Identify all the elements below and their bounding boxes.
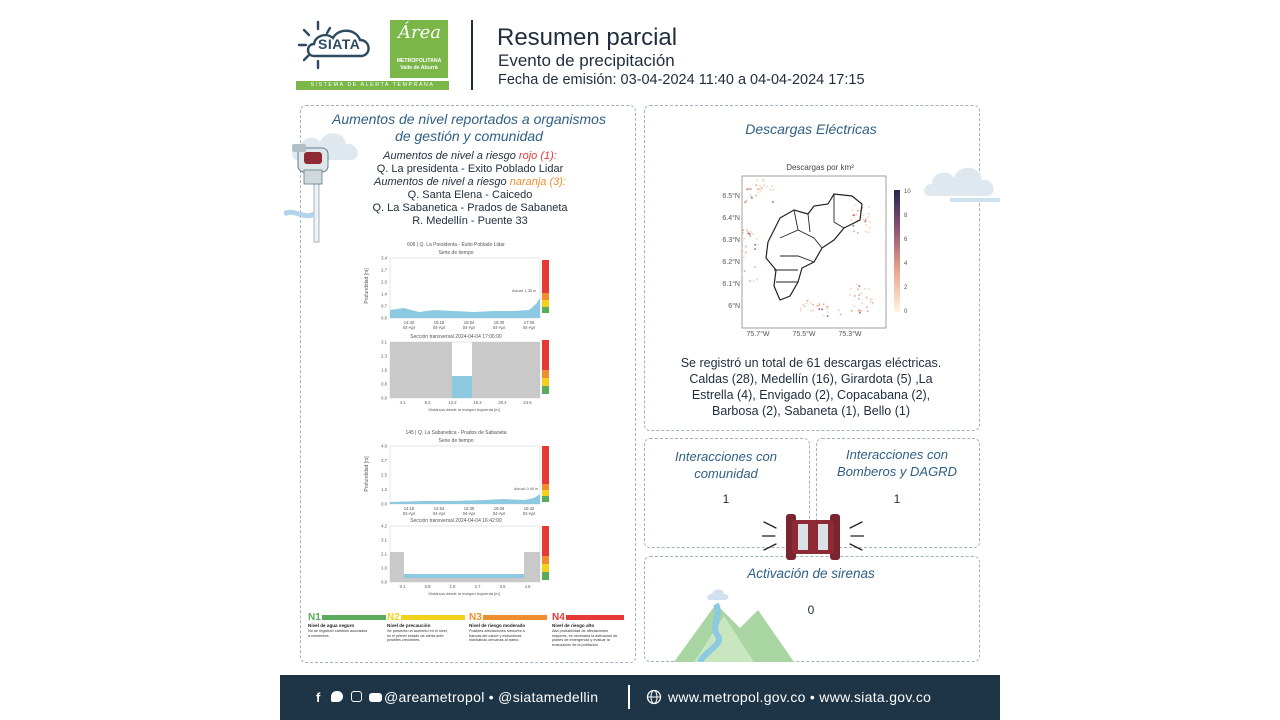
strike-dot (857, 210, 859, 212)
station-1-section-water (452, 376, 472, 398)
strike-dot (865, 219, 867, 221)
strike-dot (745, 252, 747, 254)
station-1-section-level-n4 (542, 340, 549, 370)
bulletin (280, 0, 1000, 720)
area-logo-script: Área (398, 22, 441, 43)
red-item-0: Q. La presidenta - Exito Poblado Lidar (376, 163, 564, 175)
colorbar-tick-label: 4 (904, 261, 908, 267)
station-1-section-level-n3 (542, 370, 549, 378)
y-tick-label: 3.4 (381, 255, 387, 261)
strike-dot (866, 297, 868, 299)
red-level-prefix: Aumentos de nivel a riesgo (383, 150, 519, 162)
strike-dot (741, 247, 743, 249)
strike-dot (741, 273, 743, 275)
strike-dot (763, 184, 765, 186)
siata-wordmark: SIATA (318, 36, 361, 52)
x-tick-label: 15:18 04-Apr (432, 320, 446, 330)
strike-dot (861, 292, 863, 294)
strike-dot (743, 257, 745, 259)
strike-dot (753, 280, 755, 282)
strike-dot (854, 305, 856, 307)
strike-dot (744, 270, 746, 272)
latitude-label: 6.4°N (722, 215, 740, 222)
strike-dot (744, 238, 746, 240)
strike-dot (750, 189, 752, 191)
station-1-ylabel: Profundidad [m] (364, 268, 370, 304)
station-2-section-level-n1 (542, 572, 549, 580)
strike-dot (747, 189, 749, 191)
firefighters-heading-line2: Bomberos y DAGRD (837, 464, 957, 479)
orange-level-word: naranja (3): (509, 176, 566, 188)
section-x-tick-label: 4.5 (524, 584, 531, 589)
station-2-title: 145 | Q. La Sabanetica - Prados de Sabaneta (405, 430, 507, 436)
strike-dot (866, 307, 868, 309)
strike-dot (800, 310, 802, 312)
station-2-series-area (390, 494, 540, 504)
firefighters-heading-line1: Interacciones con (846, 447, 948, 462)
strike-dot (869, 221, 871, 223)
strike-dot (819, 304, 821, 306)
station-1-section-level-n2 (542, 378, 549, 386)
section-x-tick-label: 1.8 (449, 584, 456, 589)
strike-dot (751, 197, 753, 199)
strike-dot (741, 250, 743, 252)
strike-dot (766, 186, 768, 188)
strike-dot (850, 288, 852, 290)
strike-dot (862, 215, 864, 217)
y-tick-label: 4.2 (381, 523, 387, 529)
strike-dot (869, 227, 871, 229)
strike-dot (773, 189, 775, 191)
section-x-tick-label: 4.1 (399, 400, 406, 405)
community-heading-line2: comunidad (694, 466, 758, 481)
y-tick-label: 1.6 (381, 367, 387, 373)
section-x-tick-label: 16.3 (473, 400, 482, 405)
strike-dot (800, 308, 802, 310)
strike-dot (810, 310, 812, 312)
strike-dot (864, 288, 866, 290)
legend-n3-code: N3 (469, 612, 482, 623)
strike-dot (749, 233, 751, 235)
strike-dot (757, 179, 759, 181)
strike-dot (853, 231, 855, 233)
y-tick-label: 2.7 (381, 267, 387, 273)
strike-dot (757, 188, 759, 190)
level-legend (308, 612, 628, 658)
x-tick-label: 15:54 04-Apr (462, 320, 476, 330)
strike-dot (857, 232, 859, 234)
station-2-section-level-n4 (542, 526, 549, 556)
levels-heading-line1: Aumentos de nivel reportados a organismos (332, 111, 606, 127)
strike-dot (838, 310, 840, 312)
siren-icon (762, 508, 864, 566)
page-subtitle: Evento de precipitación (498, 51, 675, 70)
strike-dot (826, 308, 828, 310)
strike-dot (805, 305, 807, 307)
station-2-series-label: Serie de tiempo (438, 438, 474, 444)
section-x-tick-label: 3.6 (499, 584, 506, 589)
station-2-section-frame (390, 526, 540, 582)
orange-level-line (320, 176, 620, 188)
strike-dot (867, 216, 869, 218)
legend-n3-desc: Posibles afectaciones menores a bancas del cauce y estructuras hidráulicas cercanas al tramo. (469, 629, 525, 643)
station-2-level-n4 (542, 446, 549, 484)
strike-dot (856, 214, 858, 216)
station-2-section-level-n2 (542, 564, 549, 572)
station-1-level-n4 (542, 260, 549, 293)
station-1-level-n1 (542, 307, 549, 313)
station-1-section-xlabel: Distancia desde la margen izquierda [m] (428, 407, 500, 412)
page-title: Resumen parcial (497, 24, 678, 51)
strike-dot (760, 190, 762, 192)
colorbar-tick-label: 2 (904, 285, 908, 291)
station-1-section-title: Sección transversal 2024-04-04 17:06:00 (410, 334, 502, 340)
twitter-icon[interactable] (331, 691, 343, 702)
facebook-icon[interactable]: f (316, 690, 321, 705)
station-1-series-area (390, 298, 540, 318)
strike-dot (849, 294, 851, 296)
legend-n1-name: Nivel de agua seguro (308, 623, 355, 628)
levels-heading-line2: de gestión y comunidad (395, 128, 543, 144)
station-2-level-n3 (542, 484, 549, 490)
y-tick-label: 0.0 (381, 395, 387, 401)
mountain-river-decoration (674, 586, 794, 662)
strike-dot (851, 219, 853, 221)
station-1-actual: Actual: 1.35 m (512, 289, 537, 293)
latitude-label: 6.3°N (722, 237, 740, 244)
siata-tagline: SISTEMA DE ALERTA TEMPRANA (310, 82, 435, 88)
strike-dot (772, 185, 774, 187)
strike-dot (761, 187, 763, 189)
station-1-level-n2 (542, 300, 549, 307)
strike-dot (865, 221, 867, 223)
strike-dot (823, 303, 825, 305)
strike-dot (868, 206, 870, 208)
colorbar-tick-label: 6 (904, 237, 908, 243)
strike-dot (827, 311, 829, 313)
strike-dot (749, 280, 751, 282)
legend-n4-code: N4 (552, 612, 565, 623)
x-tick-label: 15:30 04-Apr (462, 506, 476, 516)
legend-n1-code: N1 (308, 612, 321, 623)
legend-n1-desc: No se registran cambios asociados a crecientes. (308, 629, 368, 638)
y-tick-label: 2.3 (381, 353, 387, 359)
legend-n4-name: Nivel de riesgo alto (552, 623, 595, 628)
red-level-line (320, 150, 620, 162)
y-tick-label: 0.0 (381, 315, 387, 321)
strike-dot (763, 179, 765, 181)
station-1-chart (364, 238, 570, 414)
station-2-ylabel: Profundidad [m] (364, 456, 370, 492)
instagram-icon[interactable] (351, 691, 362, 702)
strike-dot (758, 188, 760, 190)
station-2-actual: Actual: 0.40 m (514, 487, 539, 491)
community-heading-line1: Interacciones con (675, 449, 777, 464)
strike-dot (807, 300, 809, 302)
y-tick-label: 2.5 (381, 472, 387, 478)
x-tick-label: 14:18 04-Apr (402, 506, 416, 516)
strike-dot (858, 298, 860, 300)
station-2-section-water (404, 574, 524, 578)
lightning-summary-line4: Barbosa (2), Sabaneta (1), Bello (1) (711, 404, 911, 418)
firefighters-value: 1 (893, 492, 901, 506)
strike-dot (749, 236, 751, 238)
lightning-summary-line3: Estrella (4), Envigado (2), Copacabana (2), (691, 388, 931, 402)
section-x-tick-label: 24.5 (523, 400, 532, 405)
y-tick-label: 0.0 (381, 501, 387, 507)
strike-dot (752, 233, 754, 235)
station-1-title: 606 | Q. La Presidenta - Exito Poblado Lidar (407, 242, 505, 248)
station-2-level-n1 (542, 496, 549, 502)
strike-dot (756, 279, 758, 281)
area-logo-line2: Valle de Aburrá (400, 65, 438, 71)
legend-n2-name: Nivel de precaución (387, 623, 431, 628)
strike-dot (749, 188, 751, 190)
y-tick-label: 4.9 (381, 443, 387, 449)
legend-n4-desc: Alta probabilidad de afectaciones mayores, es necesaria la activación de planes de emergencia y evaluar la evacuación de la población. (552, 629, 618, 647)
strike-dot (867, 310, 869, 312)
strike-dot (856, 284, 858, 286)
social-handles[interactable]: @areametropol • @siatamedellin (384, 689, 599, 705)
lightning-heading: Descargas Eléctricas (745, 121, 877, 137)
x-tick-label: 16:06 04-Apr (492, 506, 506, 516)
strike-dot (772, 201, 774, 203)
station-2-plot-frame (390, 446, 540, 504)
strike-dot (871, 298, 873, 300)
latitude-label: 6°N (728, 303, 740, 310)
strike-dot (818, 308, 820, 310)
x-tick-label: 16:42 04-Apr (522, 506, 536, 516)
strike-dot (870, 301, 872, 303)
strike-dot (851, 310, 853, 312)
legend-n2-desc: Se presenta un aumento en el nivel, es el primer estado de alerta ante posibles crecientes. (387, 629, 448, 643)
y-tick-label: 1.4 (381, 291, 387, 297)
strike-dot (802, 304, 804, 306)
colorbar-tick-label: 8 (904, 213, 908, 219)
section-x-tick-label: 8.2 (424, 400, 431, 405)
strike-dot (858, 310, 860, 312)
strike-dot (854, 295, 856, 297)
strike-dot (855, 205, 857, 207)
strike-dot (759, 186, 761, 188)
section-x-tick-label: 0.8 (424, 584, 431, 589)
strike-dot (812, 310, 814, 312)
strike-dot (825, 306, 827, 308)
y-tick-label: 1.0 (381, 565, 387, 571)
section-x-tick-label: 2.7 (474, 584, 481, 589)
area-logo-line1: METROPOLITANA (396, 58, 442, 64)
y-tick-label: 3.7 (381, 458, 387, 463)
strike-dot (859, 312, 861, 314)
strike-dot (750, 195, 752, 197)
strike-dot (853, 214, 855, 216)
y-tick-label: 0.0 (381, 579, 387, 585)
longitude-label: 75.5°W (792, 331, 816, 338)
station-1-series-label: Serie de tiempo (438, 250, 474, 256)
y-tick-label: 0.7 (381, 303, 387, 309)
strike-dot (868, 231, 870, 233)
strike-dot (868, 213, 870, 215)
orange-level-prefix: Aumentos de nivel a riesgo (373, 176, 510, 188)
legend-n3-name: Nivel de riesgo moderado (469, 623, 526, 628)
strike-dot (821, 308, 823, 310)
section-x-tick-label: 0.1 (399, 584, 406, 589)
x-tick-label: 14:42 04-Apr (402, 320, 416, 330)
lightning-map-title: Descargas por km² (786, 163, 854, 172)
strike-dot (756, 238, 758, 240)
station-2-chart (364, 426, 570, 602)
legend-n2-code: N2 (387, 612, 400, 623)
strike-dot (743, 229, 745, 231)
strike-dot (757, 244, 759, 246)
strike-dot (872, 303, 874, 305)
strike-dot (743, 232, 745, 234)
strike-dot (758, 192, 760, 194)
strike-dot (750, 232, 752, 234)
strike-dot (819, 303, 821, 305)
globe-icon (646, 689, 662, 705)
y-tick-label: 2.0 (381, 279, 387, 285)
header-divider (471, 20, 473, 90)
strike-dot (754, 244, 756, 246)
orange-item-2: R. Medellín - Puente 33 (412, 215, 528, 227)
station-2-section-xlabel: Distancia desde la margen izquierda [m] (428, 591, 500, 596)
strike-dot (859, 285, 861, 287)
orange-item-1: Q. La Sabanetica - Prados de Sabaneta (372, 202, 568, 214)
strike-dot (755, 195, 757, 197)
y-tick-label: 0.8 (381, 381, 387, 387)
latitude-label: 6.1°N (722, 281, 740, 288)
y-tick-label: 3.1 (381, 537, 387, 543)
strike-dot (823, 315, 825, 317)
footer-divider (628, 685, 630, 709)
x-tick-label: 14:54 04-Apr (432, 506, 446, 516)
strike-dot (853, 225, 855, 227)
red-level-word: rojo (1): (518, 150, 557, 162)
legend-n4-bar (566, 615, 624, 620)
strike-dot (868, 288, 870, 290)
x-tick-label: 16:30 04-Apr (492, 320, 506, 330)
lightning-colorbar (894, 190, 900, 312)
colorbar-tick-label: 0 (904, 309, 908, 315)
footer-bar (280, 675, 1000, 720)
strike-dot (754, 248, 756, 250)
strike-dot (812, 304, 814, 306)
strike-dot (840, 314, 842, 316)
strike-dot (748, 233, 750, 235)
legend-n2-bar (401, 615, 465, 620)
strike-dot (745, 201, 747, 203)
x-tick-label: 17:06 04-Apr (522, 320, 536, 330)
legend-n3-bar (483, 615, 547, 620)
strike-dot (861, 303, 863, 305)
strike-dot (754, 266, 756, 268)
lightning-summary-line2: Caldas (28), Medellín (16), Girardota (5) ,La (689, 372, 933, 386)
social-icons (316, 689, 382, 705)
sirens-heading: Activación de sirenas (747, 566, 875, 581)
strike-dot (859, 294, 861, 296)
station-2-level-n2 (542, 490, 549, 496)
legend-n1-bar (322, 615, 386, 620)
strike-dot (862, 219, 864, 221)
colorbar-tick-label: 10 (904, 189, 911, 195)
strike-dot (810, 302, 812, 304)
strike-dot (770, 189, 772, 191)
section-x-tick-label: 20.4 (498, 400, 507, 405)
strike-dot (755, 184, 757, 186)
strike-dot (827, 306, 829, 308)
station-1-plot-frame (390, 258, 540, 318)
latitude-label: 6.5°N (722, 193, 740, 200)
cloud-decoration-right (920, 156, 1000, 204)
strike-dot (763, 181, 765, 183)
lightning-map (710, 158, 926, 342)
station-2-section-title: Sección transversal 2024-04-04 16:42:00 (410, 518, 502, 524)
strike-dot (747, 230, 749, 232)
siata-logo (296, 16, 378, 84)
station-1-section-level-n1 (542, 386, 549, 394)
emission-date: Fecha de emisión: 03-04-2024 11:40 a 04-04-2024 17:15 (498, 72, 865, 88)
youtube-icon[interactable] (369, 693, 382, 702)
strike-dot (857, 289, 859, 291)
station-2-section-level-n3 (542, 556, 549, 564)
strike-dot (865, 231, 867, 233)
orange-item-0: Q. Santa Elena - Caicedo (407, 189, 533, 201)
websites[interactable]: www.metropol.gov.co • www.siata.gov.co (668, 689, 932, 705)
section-x-tick-label: 12.2 (448, 400, 457, 405)
area-logo (390, 20, 448, 78)
y-tick-label: 1.2 (381, 487, 387, 492)
siata-tagline-strip (296, 81, 449, 90)
strike-dot (866, 224, 868, 226)
strike-dot (827, 315, 829, 317)
latitude-label: 6.2°N (722, 259, 740, 266)
strike-dot (852, 209, 854, 211)
strike-dot (806, 302, 808, 304)
y-tick-label: 3.1 (381, 339, 387, 345)
longitude-label: 75.7°W (746, 331, 770, 338)
strike-dot (817, 305, 819, 307)
sirens-value: 0 (807, 603, 815, 617)
y-tick-label: 2.1 (381, 551, 387, 557)
station-1-level-n3 (542, 293, 549, 300)
strike-dot (745, 246, 747, 248)
community-value: 1 (722, 492, 730, 506)
lightning-summary-line1: Se registró un total de 61 descargas eléctricas. (680, 356, 942, 370)
longitude-label: 75.3°W (838, 331, 862, 338)
